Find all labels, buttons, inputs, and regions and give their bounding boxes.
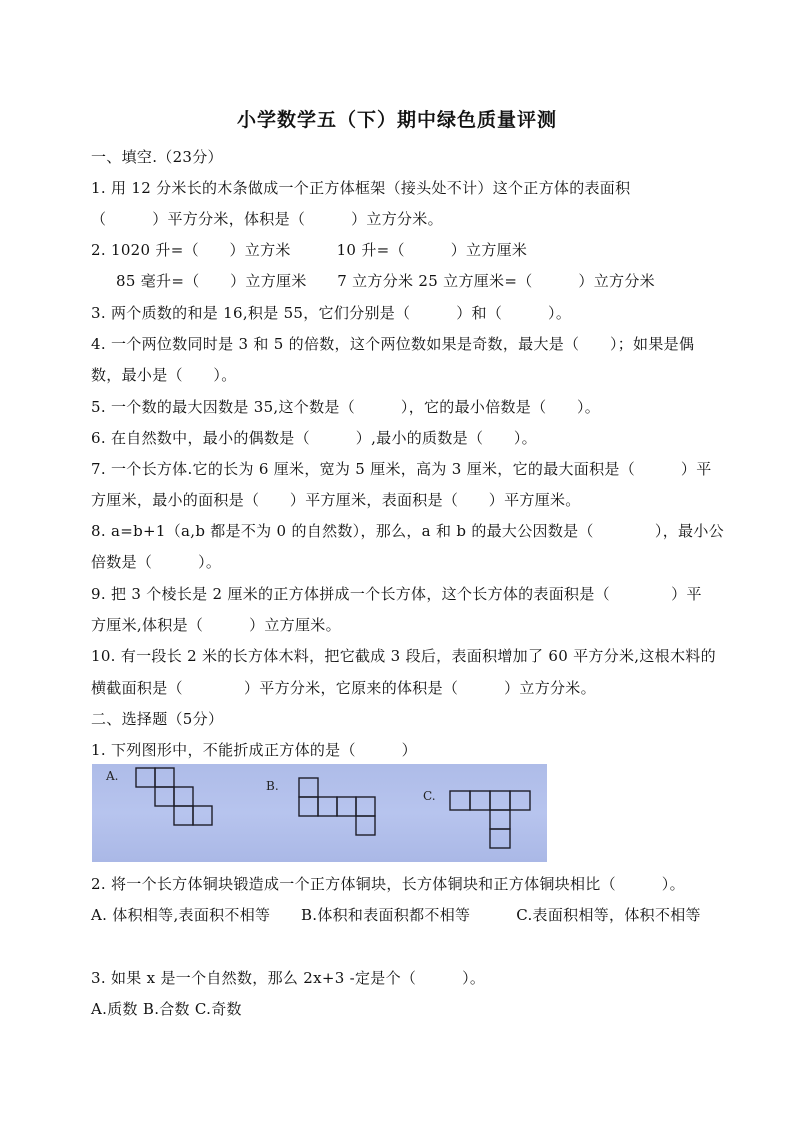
net-c-square [490, 791, 510, 810]
question-line: 9. 把 3 个棱长是 2 厘米的正方体拼成一个长方体，这个长方体的表面积是（ ）平 [91, 585, 702, 603]
net-b-square [299, 778, 318, 797]
net-c-square [510, 791, 530, 810]
question-line: 10. 有一段长 2 米的长方体木料，把它截成 3 段后，表面积增加了 60 平方分米,这根木料的 [91, 647, 716, 665]
net-b-square [337, 797, 356, 816]
net-c-square [450, 791, 470, 810]
figure-label-c: C. [423, 789, 436, 803]
question-line: 85 毫升=（ ）立方厘米 7 立方分米 25 立方厘米=（ ）立方分米 [116, 272, 655, 290]
question-line: 3. 两个质数的和是 16,积是 55，它们分别是（ ）和（ ）。 [91, 304, 572, 322]
question-line: 方厘米，最小的面积是（ ）平方厘米，表面积是（ ）平方厘米。 [91, 491, 581, 509]
question-line: 数，最小是（ ）。 [91, 366, 237, 384]
cube-net-figure [92, 764, 547, 862]
net-b-square [356, 816, 375, 835]
question-line: 3. 如果 x 是一个自然数，那么 2x+3 -定是个（ ）。 [91, 969, 486, 987]
net-c-square [490, 810, 510, 829]
net-a-square [136, 768, 155, 787]
question-line: 1. 用 12 分米长的木条做成一个正方体框架（接头处不计）这个正方体的表面积 [91, 179, 631, 197]
question-line: 1. 下列图形中，不能折成正方体的是（ ） [91, 741, 417, 759]
question-line: 横截面积是（ ）平方分米，它原来的体积是（ ）立方分米。 [91, 679, 596, 697]
net-a-square [174, 787, 193, 806]
page-title: 小学数学五（下）期中绿色质量评测 [236, 109, 557, 131]
net-a-square [193, 806, 212, 825]
net-a-square [155, 787, 174, 806]
section-heading-choice: 二、选择题（5分） [91, 710, 224, 728]
question-line: 5. 一个数的最大因数是 35,这个数是（ ），它的最小倍数是（ ）。 [91, 398, 601, 416]
question-line: 6. 在自然数中，最小的偶数是（ ）,最小的质数是（ ）。 [91, 429, 537, 447]
figure-label-b: B. [266, 779, 279, 793]
net-a-square [155, 768, 174, 787]
cube-nets-svg [92, 764, 547, 862]
question-line: 2. 将一个长方体铜块锻造成一个正方体铜块，长方体铜块和正方体铜块相比（ ）。 [91, 875, 685, 893]
figure-label-a: A. [106, 769, 119, 783]
question-line: 方厘米,体积是（ ）立方厘米。 [91, 616, 341, 634]
answer-options: A. 体积相等,表面积不相等 B.体积和表面积都不相等 C.表面积相等，体积不相等 [91, 906, 701, 924]
net-b-square [318, 797, 337, 816]
question-line: 7. 一个长方体.它的长为 6 厘米，宽为 5 厘米，高为 3 厘米，它的最大面积是（ ）平 [91, 460, 712, 478]
question-line: （ ）平方分米，体积是（ ）立方分米。 [91, 210, 443, 228]
net-c-square [490, 829, 510, 848]
net-a-square [174, 806, 193, 825]
net-b-square [299, 797, 318, 816]
net-b-square [356, 797, 375, 816]
question-line: 8. a=b+1（a,b 都是不为 0 的自然数），那么，a 和 b 的最大公因数是（ ），最小公 [91, 522, 724, 540]
question-line: 4. 一个两位数同时是 3 和 5 的倍数，这个两位数如果是奇数，最大是（ ）；如果是偶 [91, 335, 695, 353]
question-line: 2. 1020 升=（ ）立方米 10 升=（ ）立方厘米 [91, 241, 528, 259]
section-heading-fill-blank: 一、填空.（23分） [91, 148, 223, 166]
question-line: 倍数是（ ）。 [91, 553, 222, 571]
answer-options: A.质数 B.合数 C.奇数 [91, 1000, 242, 1018]
net-c-square [470, 791, 490, 810]
